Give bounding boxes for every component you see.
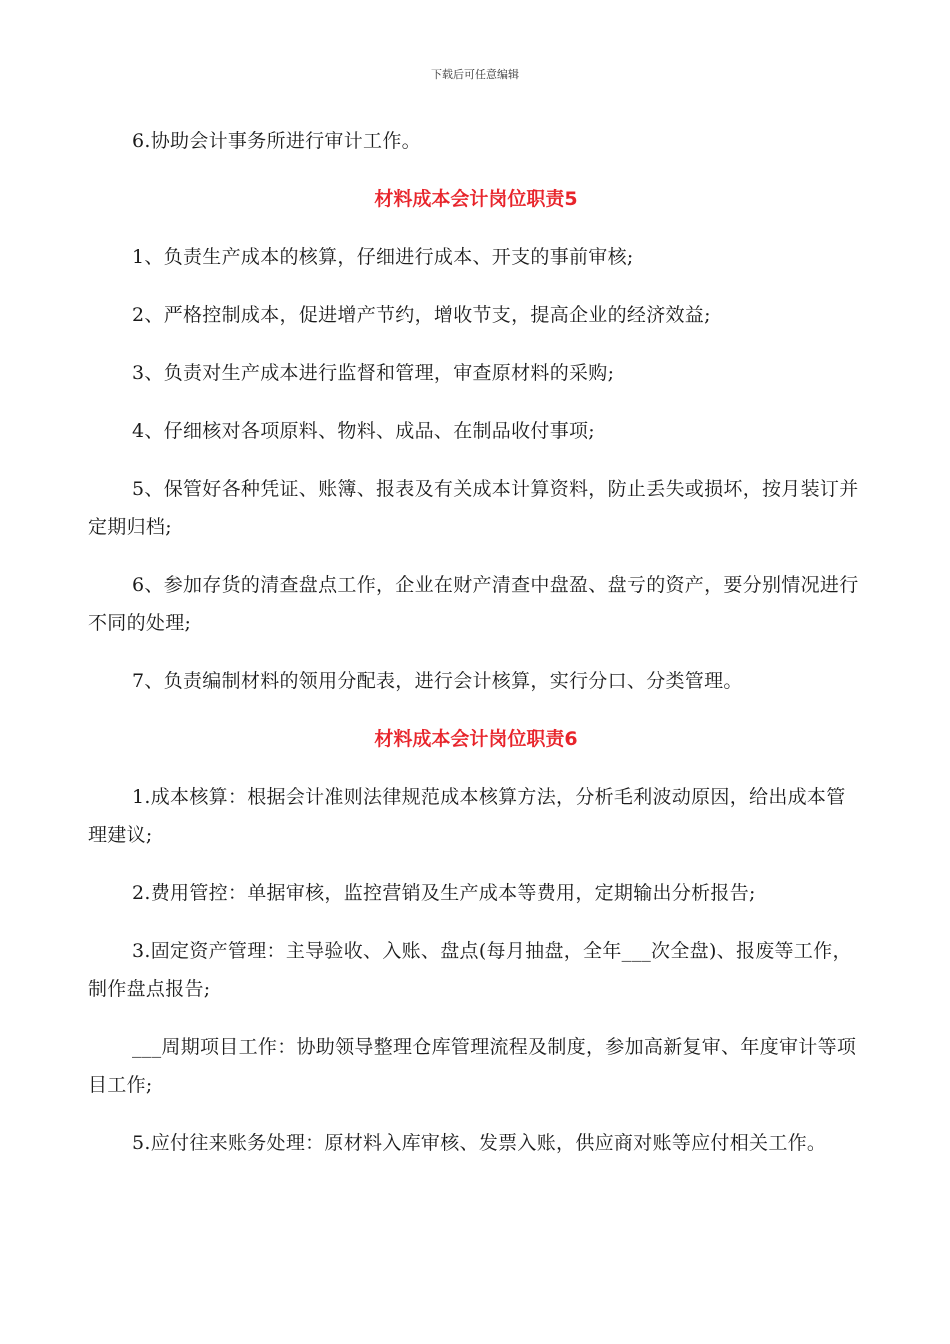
list-item: ___周期项目工作：协助领导整理仓库管理流程及制度，参加高新复审、年度审计等项目工作;	[88, 1036, 857, 1096]
list-item: 1.成本核算：根据会计准则法律规范成本核算方法，分析毛利波动原因，给出成本管理建议;	[88, 786, 846, 846]
list-item: 3.固定资产管理：主导验收、入账、盘点(每月抽盘，全年___次全盘)、报废等工作，制作盘点报告;	[88, 940, 852, 1000]
list-item: 5.应付往来账务处理：原材料入库审核、发票入账，供应商对账等应付相关工作。	[132, 1132, 827, 1154]
section-heading: 材料成本会计岗位职责5	[374, 188, 578, 210]
header-note: 下载后可任意编辑	[431, 68, 519, 81]
list-item: 1、负责生产成本的核算，仔细进行成本、开支的事前审核;	[132, 246, 634, 268]
paragraph: 6.协助会计事务所进行审计工作。	[132, 130, 421, 152]
list-item: 6、参加存货的清查盘点工作，企业在财产清查中盘盈、盘亏的资产，要分别情况进行不同的处理;	[88, 574, 859, 634]
section-heading: 材料成本会计岗位职责6	[374, 728, 578, 750]
list-item: 3、负责对生产成本进行监督和管理，审查原材料的采购;	[132, 362, 615, 384]
list-item: 5、保管好各种凭证、账簿、报表及有关成本计算资料，防止丢失或损坏，按月装订并定期归档;	[88, 478, 859, 538]
list-item: 2.费用管控：单据审核，监控营销及生产成本等费用，定期输出分析报告;	[132, 882, 756, 904]
list-item: 7、负责编制材料的领用分配表，进行会计核算，实行分口、分类管理。	[132, 670, 743, 692]
document-body	[88, 122, 864, 1162]
list-item: 2、严格控制成本，促进增产节约，增收节支，提高企业的经济效益;	[132, 304, 711, 326]
list-item: 4、仔细核对各项原料、物料、成品、在制品收付事项;	[132, 420, 595, 442]
